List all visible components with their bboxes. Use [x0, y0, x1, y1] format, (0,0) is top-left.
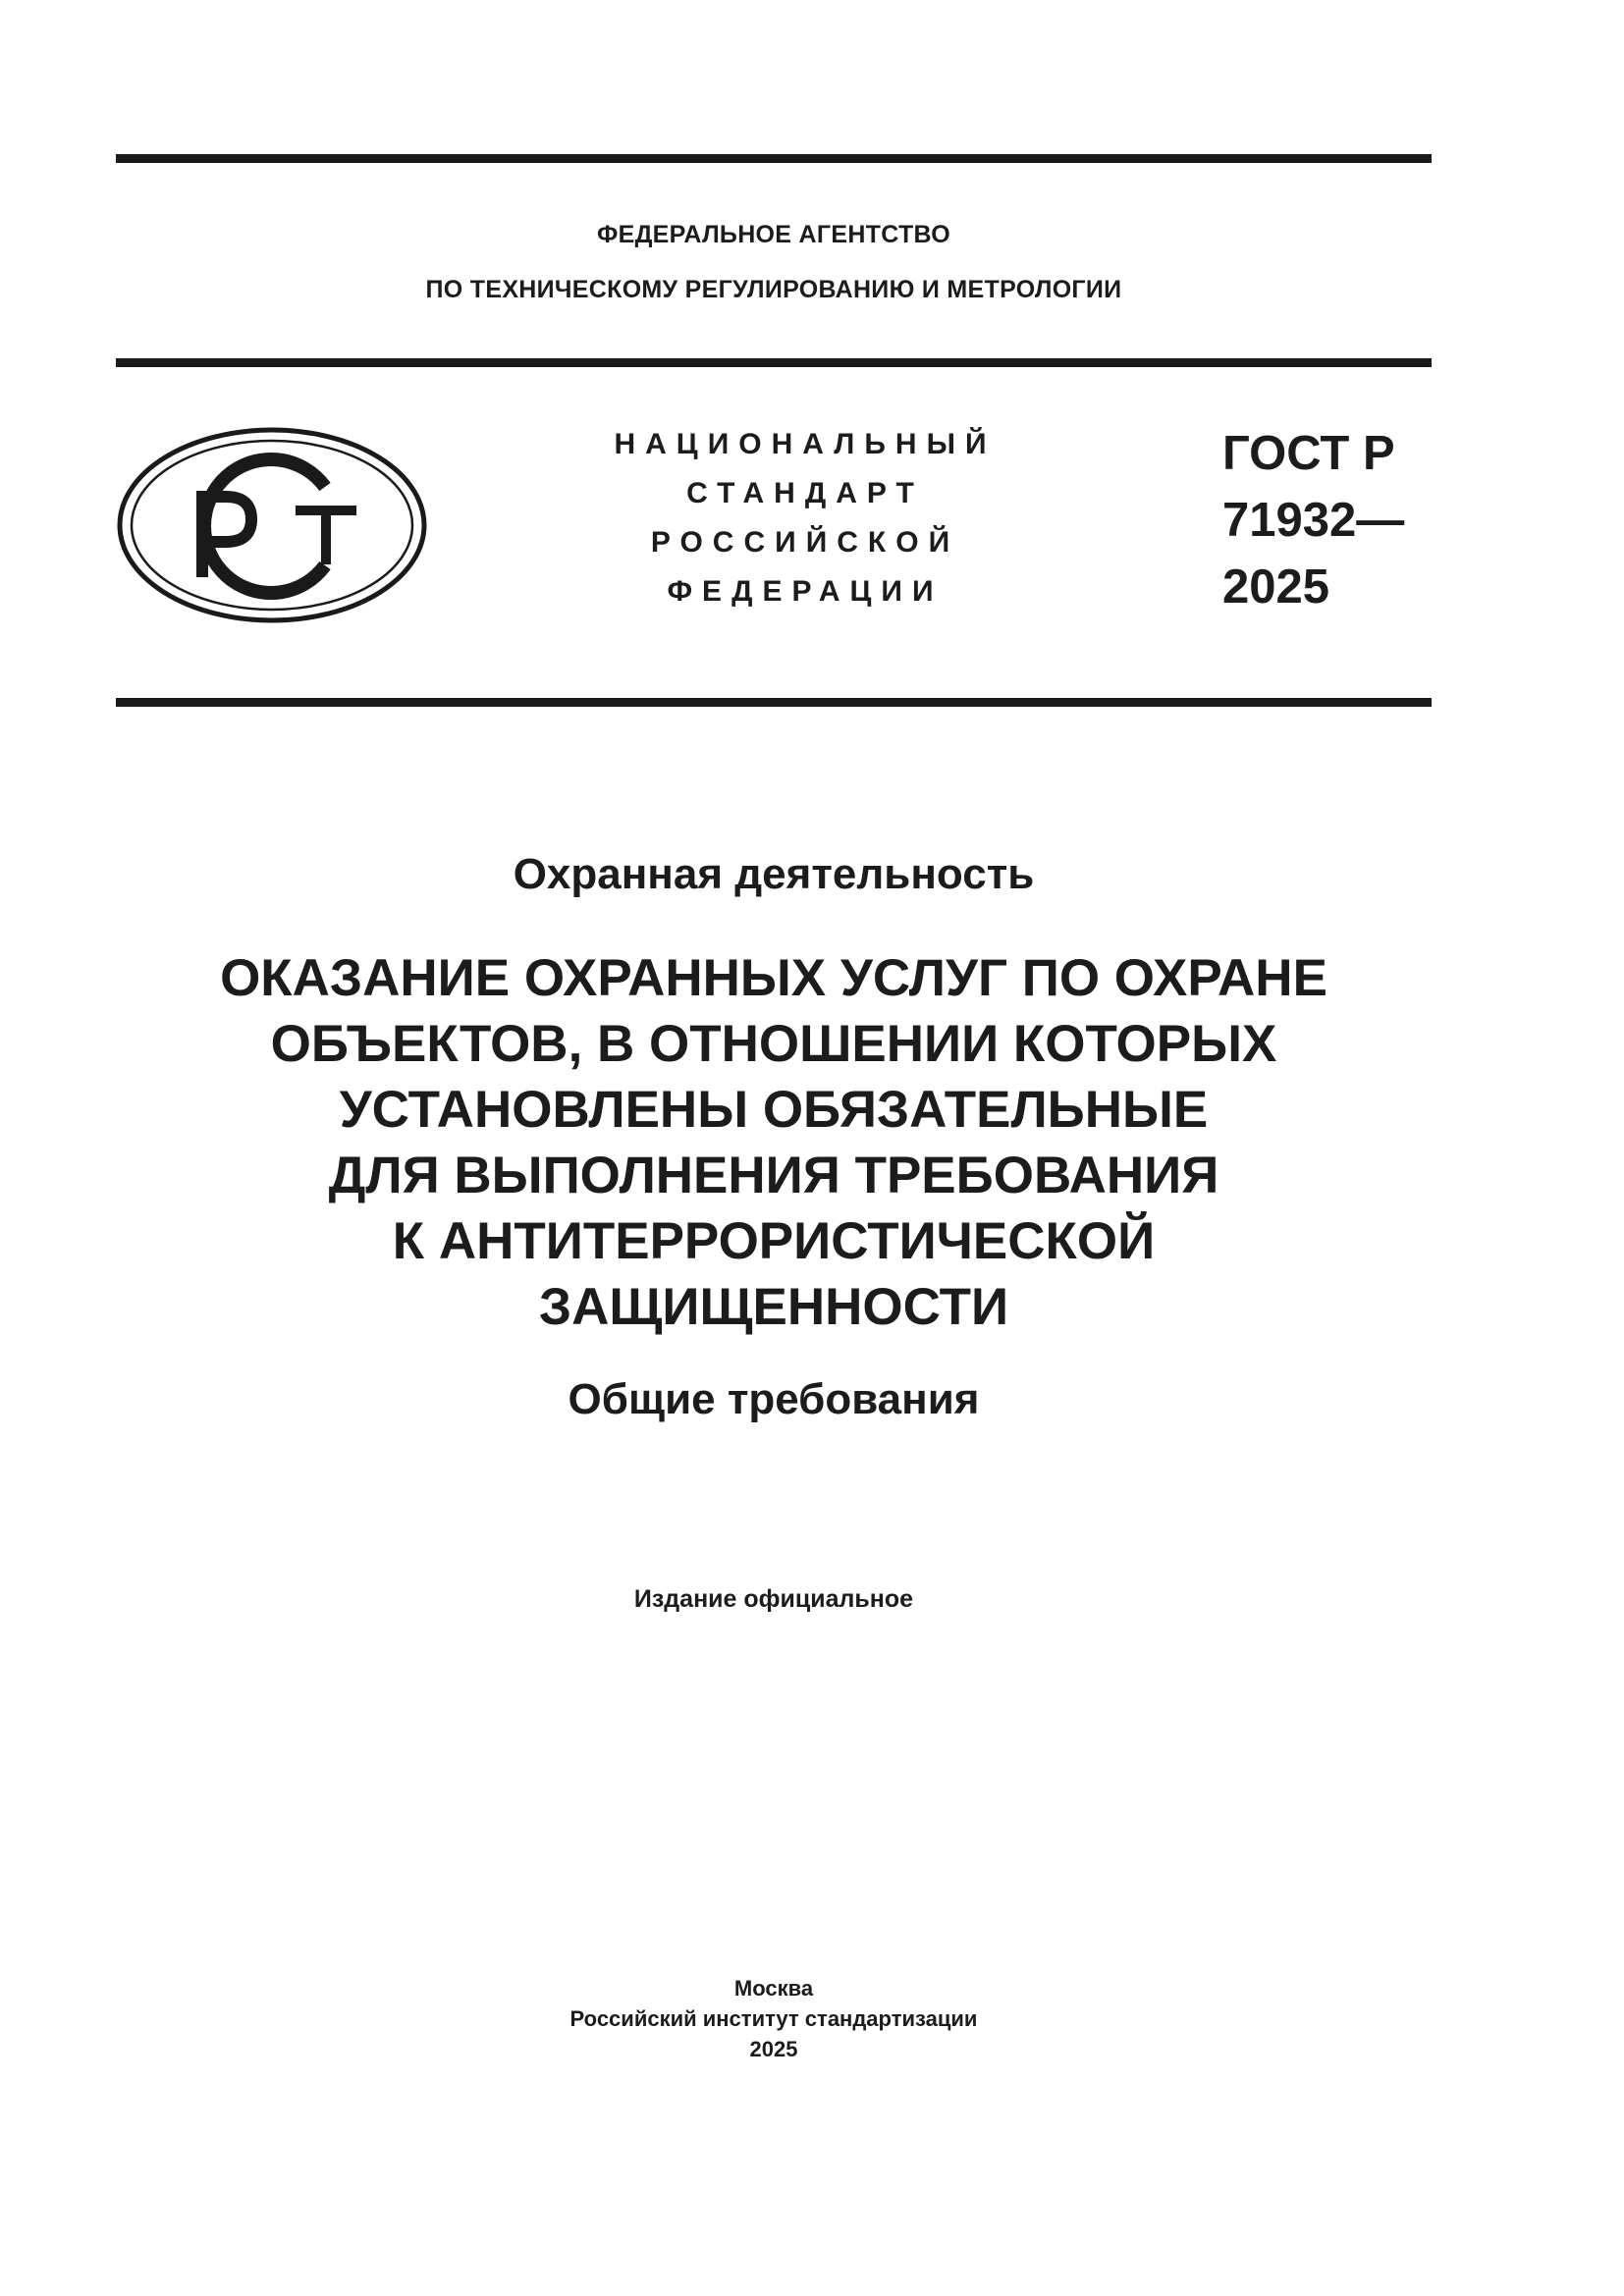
top-divider-rule [116, 154, 1432, 163]
standard-type-block [550, 420, 1060, 616]
title-line: ЗАЩИЩЕННОСТИ [538, 1278, 1009, 1336]
title-line: ОБЪЕКТОВ, В ОТНОШЕНИИ КОТОРЫХ [270, 1015, 1277, 1073]
designation-line-3: 2025 [1222, 561, 1330, 614]
title-divider-rule [116, 698, 1432, 707]
standard-designation [1222, 420, 1404, 620]
title-line: ДЛЯ ВЫПОЛНЕНИЯ ТРЕБОВАНИЯ [328, 1147, 1219, 1204]
document-title [116, 945, 1432, 1340]
document-subtitle: Общие требования [568, 1375, 980, 1423]
standard-type-line: НАЦИОНАЛЬНЫЙ [614, 428, 997, 460]
edition-label: Издание официальное [633, 1585, 914, 1613]
title-line: УСТАНОВЛЕНЫ ОБЯЗАТЕЛЬНЫЕ [339, 1081, 1209, 1139]
publisher-name: Российский институт стандартизации [569, 2006, 978, 2031]
designation-line-2: 71932— [1222, 494, 1405, 547]
standard-type-line: РОССИЙСКОЙ [650, 526, 960, 559]
agency-name-line-1: ФЕДЕРАЛЬНОЕ АГЕНТСТВО [596, 221, 951, 248]
agency-name-line-2: ПО ТЕХНИЧЕСКОМУ РЕГУЛИРОВАНИЮ И МЕТРОЛОГИИ [425, 276, 1122, 303]
document-category: Охранная деятельность [513, 850, 1035, 898]
header-divider-rule [116, 358, 1432, 367]
designation-line-1: ГОСТ Р [1222, 427, 1395, 480]
publisher-year: 2025 [749, 2037, 798, 2061]
publisher-city: Москва [733, 1976, 814, 2001]
publisher-block [116, 1973, 1432, 2064]
standard-type-line: ФЕДЕРАЦИИ [667, 575, 944, 608]
rst-certification-mark-icon [116, 426, 428, 624]
title-line: ОКАЗАНИЕ ОХРАННЫХ УСЛУГ ПО ОХРАНЕ [220, 949, 1327, 1007]
standard-type-line: СТАНДАРТ [686, 477, 924, 509]
title-line: К АНТИТЕРРОРИСТИЧЕСКОЙ [392, 1212, 1156, 1270]
